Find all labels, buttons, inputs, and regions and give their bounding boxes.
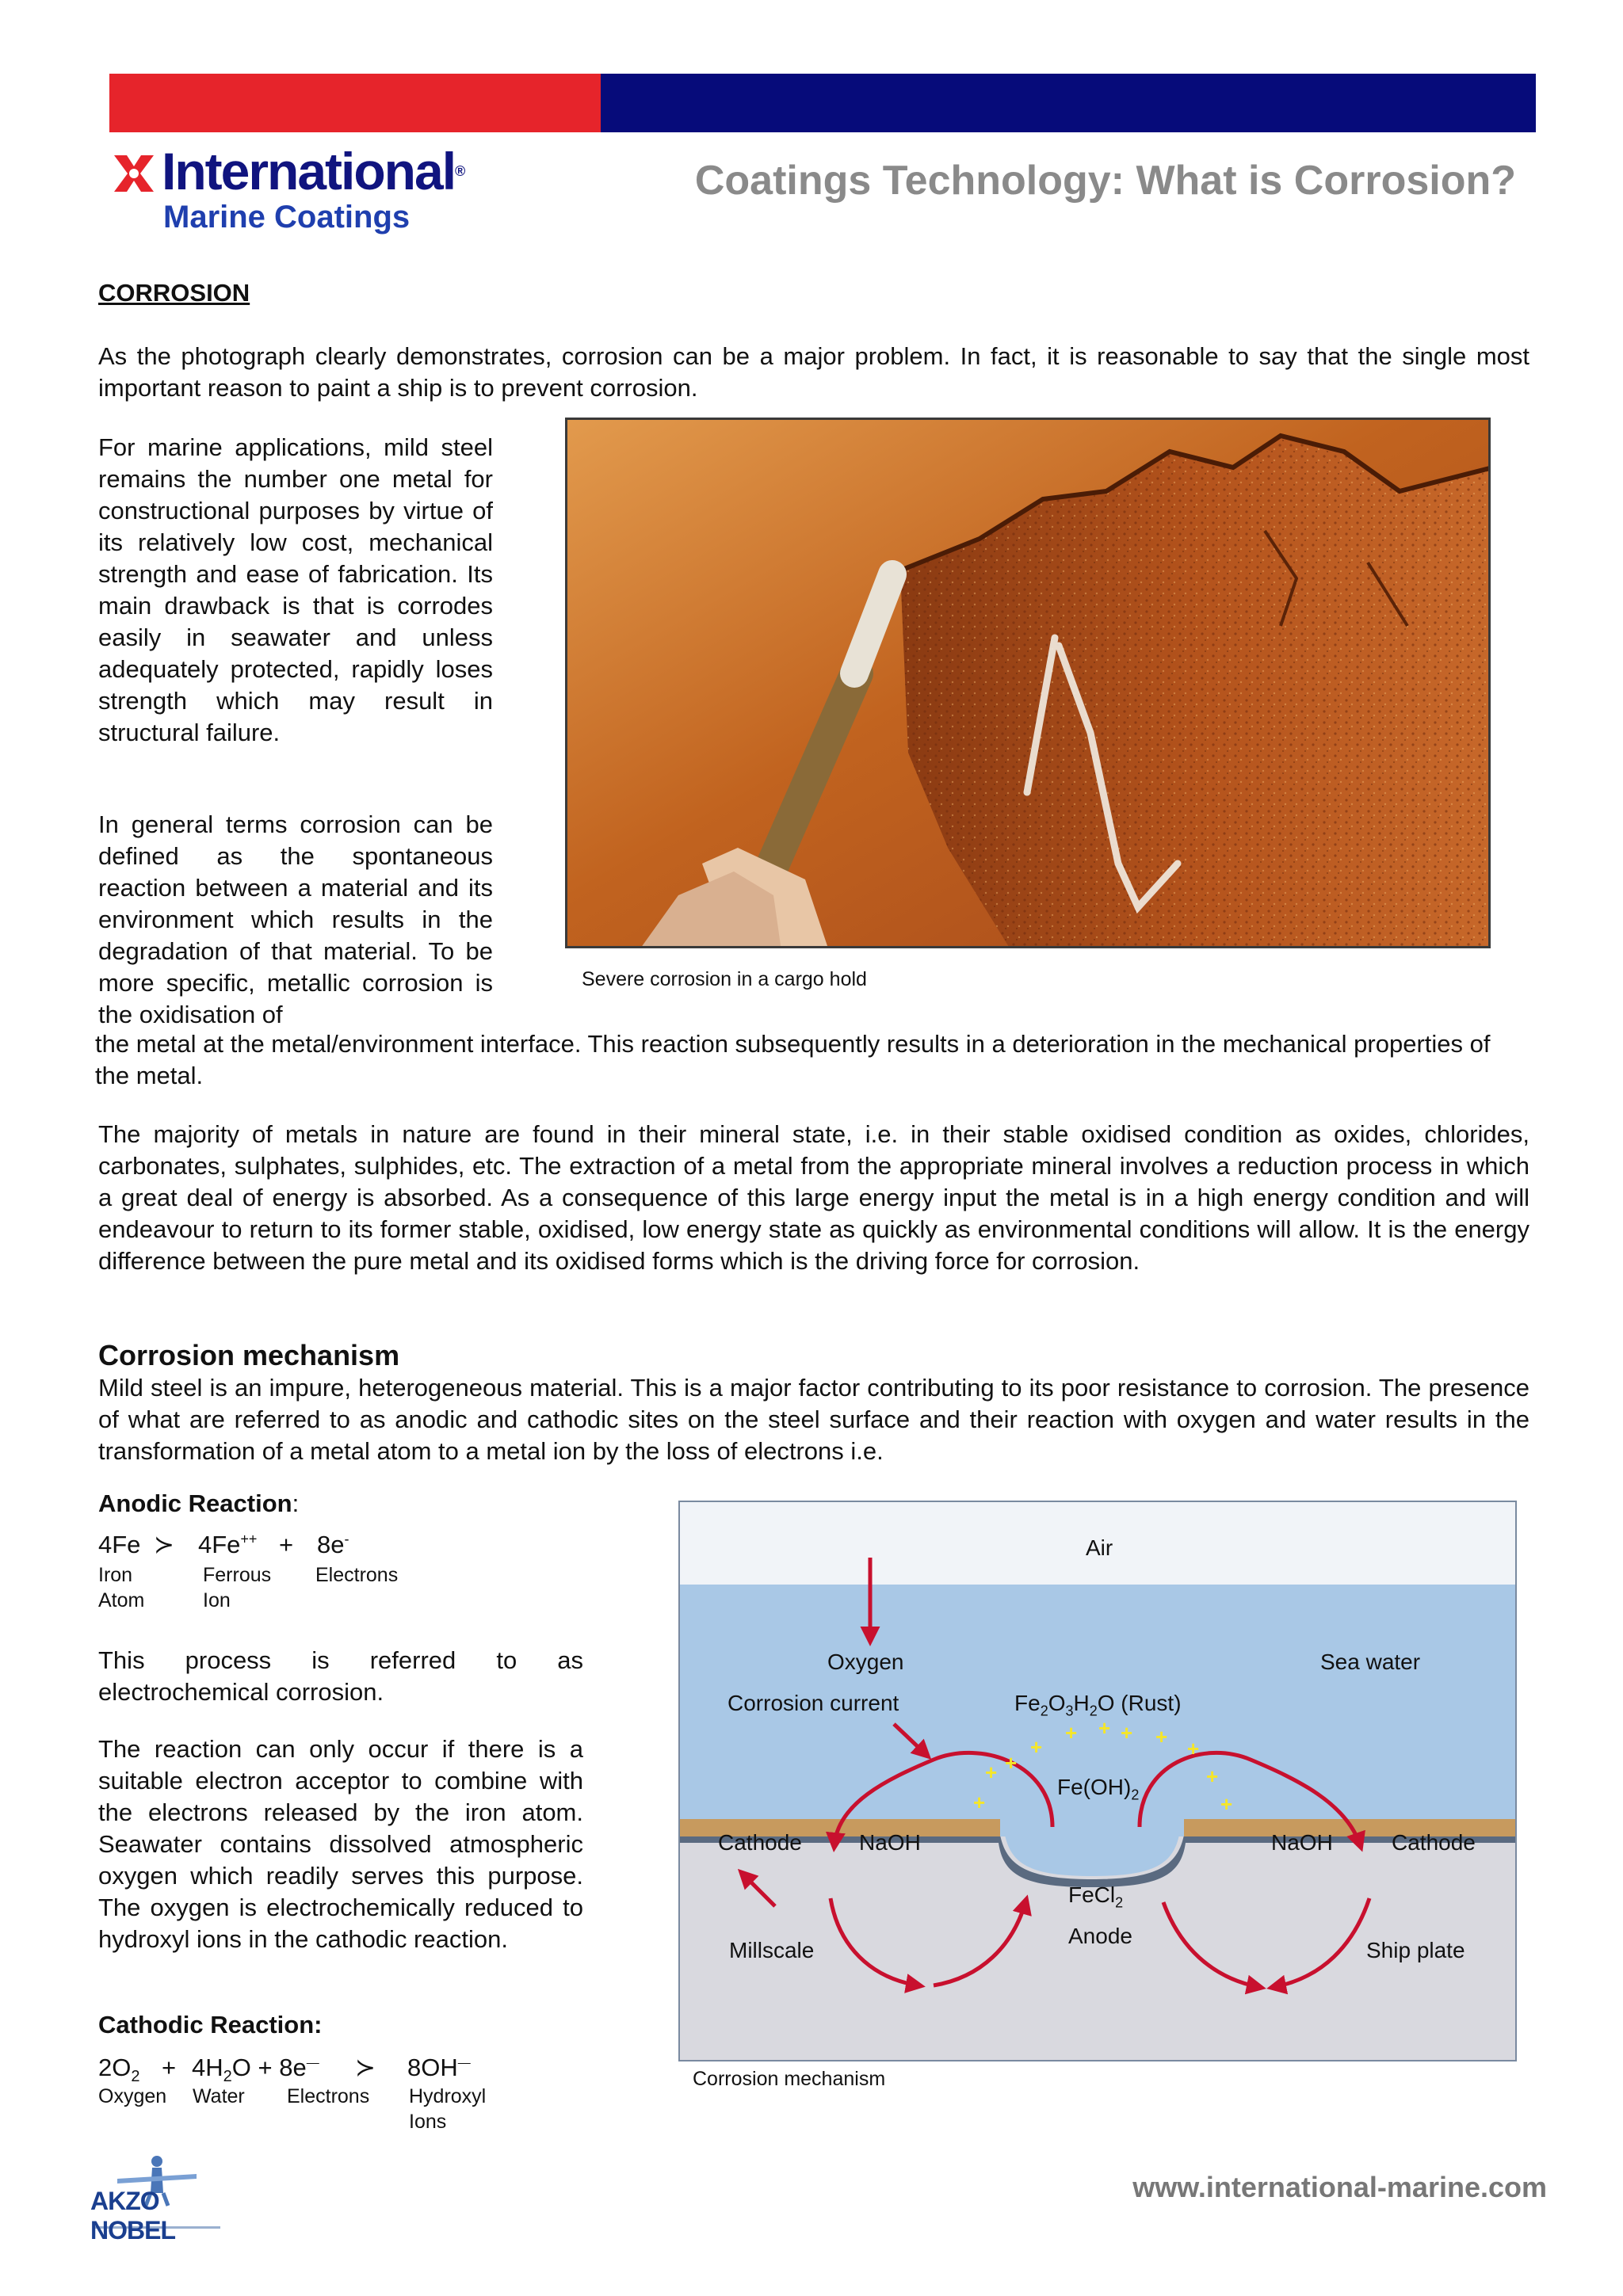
label-oxygen-diagram: Oxygen [827,1650,904,1674]
svg-text:+: + [1065,1721,1078,1745]
label-cathode-right: Cathode [1392,1830,1476,1855]
diagram-caption: Corrosion mechanism [693,2068,886,2090]
photo-caption: Severe corrosion in a cargo hold [582,968,867,990]
anodic-ferrous-charge: ++ [240,1531,258,1547]
cathodic-hydroxyl-text: 8OH [407,2054,458,2081]
label-electrons: Electrons [315,1564,399,1586]
label-ion: Ion [203,1589,231,1611]
cathodic-eq-arrow: ≻ [355,2054,376,2081]
anodic-eq-electrons [317,1531,349,1559]
anodic-label: Anodic Reaction [98,1489,292,1517]
label-ferrous: Ferrous [203,1564,272,1586]
label-oxygen: Oxygen [98,2085,167,2107]
electrochemical-paragraph: This process is referred to as electrochemical corrosion. [98,1646,583,1706]
label-ferrous-chloride [1068,1882,1123,1912]
svg-text:+: + [1121,1721,1133,1745]
rust-image [567,420,1491,948]
international-logo [109,143,490,238]
svg-text:+: + [1005,1751,1018,1775]
label-anode: Anode [1068,1924,1132,1948]
svg-text:+: + [1098,1716,1111,1740]
rust-o-sub: 3 [1065,1703,1074,1719]
label-naoh-left: NaOH [859,1830,921,1855]
header-color-bar [109,74,1536,132]
intro-paragraph: As the photograph clearly demonstrates, corrosion can be a major problem. In fact, it is reasonable to say that the single most important reason to paint a ship is to prevent corrosion. [98,342,1529,402]
corrosion-mechanism-diagram [678,1501,1517,2061]
cathodic-electron-charge: — [306,2056,319,2070]
anodic-colon: : [292,1489,300,1517]
anodic-eq-plus: + [279,1531,294,1558]
registered-mark: ® [455,163,464,179]
header-blue-band [601,74,1536,132]
anodic-eq-ferrous [198,1531,257,1559]
rust-o: O [1048,1691,1066,1715]
corrosion-photo [565,418,1491,948]
cathodic-oxygen-sub: 2 [131,2068,140,2086]
anodic-eq-lhs: 4Fe [98,1531,141,1558]
label-electrons-2: Electrons [287,2085,370,2107]
label-corrosion-current: Corrosion current [727,1691,899,1715]
cathodic-eq-oxygen [98,2054,139,2086]
label-cathode-left: Cathode [718,1830,802,1855]
svg-text:+: + [985,1760,998,1784]
mild-steel-paragraph: For marine applications, mild steel remains the number one metal for constructional purposes by virtue of its relatively low cost, mechanical strength and ease of fabrication. Its main drawback is that is corrodes easily in seawater and unless adequately protected, rapidly loses strength which may result in structural failure. [98,433,493,746]
cathodic-oxygen-text: 2O [98,2054,132,2081]
feoh-sub: 2 [1131,1787,1140,1803]
svg-text:+: + [1220,1792,1233,1816]
label-iron-hydroxide [1057,1775,1139,1804]
logo-brand: International [162,142,456,200]
page-title: Coatings Technology: What is Corrosion? [694,158,1516,204]
cathodic-hydroxyl-charge: — [457,2056,471,2070]
cathodic-reaction-heading: Cathodic Reaction: [98,2011,323,2039]
label-water: Water [193,2085,245,2107]
rust-fe: Fe [1014,1691,1041,1715]
label-ions: Ions [409,2111,447,2133]
label-naoh-right: NaOH [1271,1830,1333,1855]
definition-paragraph: In general terms corrosion can be defined as the spontaneous reaction between a material and its environment which results in the degradation of that material. To be more specific, metallic corrosion is the oxidisation of [98,810,493,1028]
label-millscale: Millscale [729,1938,815,1962]
mechanism-intro: Mild steel is an impure, heterogeneous material. This is a major factor contributing to its poor resistance to corrosion. The presence of what are referred to as anodic and cathodic sites on the steel surface and their reaction with oxygen and water results in the transformation of a metal atom to a metal ion by the loss of electrons i.e. [98,1374,1529,1465]
logo-subtitle: Marine Coatings [163,200,411,235]
akzo-nobel-wordmark: AKZO NOBEL [90,2187,175,2245]
rust-h: H [1073,1691,1090,1715]
rust-h-sub: 2 [1089,1703,1098,1719]
section-heading-corrosion: CORROSION [98,279,250,307]
label-sea-water: Sea water [1320,1650,1421,1674]
anodic-eq-arrow: ≻ [154,1531,174,1558]
svg-text:+: + [1206,1764,1219,1788]
website-url[interactable]: www.international-marine.com [1132,2171,1547,2203]
label-rust [1014,1691,1182,1720]
header-red-band [109,74,601,132]
rust-fe-sub: 2 [1040,1703,1048,1719]
cathodic-eq-hydroxyl [407,2054,471,2082]
svg-text:+: + [973,1791,986,1814]
cathodic-eq-plus: + [162,2054,177,2081]
svg-text:+: + [1030,1735,1043,1759]
international-x-icon [109,149,158,198]
anodic-ferrous-text: 4Fe [198,1531,241,1558]
label-iron: Iron [98,1564,133,1586]
label-ship-plate: Ship plate [1366,1938,1465,1962]
label-atom: Atom [98,1589,145,1611]
svg-text:+: + [1187,1737,1200,1760]
anodic-electrons-charge: - [344,1531,349,1547]
energy-paragraph: The majority of metals in nature are found in their mineral state, i.e. in their stable oxidised condition as oxides, chlorides, carbonates, sulphates, sulphides, etc. The extraction of a metal from the appropriate mineral involves a reduction process in which a great deal of energy is absorbed. As a consequence of this large energy input the metal is in a high energy condition and will endeavour to return to its former stable, oxidised, low energy state as quickly as environmental conditions will allow. It is the energy difference between the pure metal and its oxidised forms which is the driving force for corrosion. [98,1120,1529,1275]
section-heading-mechanism: Corrosion mechanism [98,1339,400,1371]
cathodic-water-text: 4H [192,2054,223,2081]
cathodic-eq-water [192,2054,319,2086]
rust-rest: O (Rust) [1097,1691,1182,1715]
fecl-text: FeCl [1068,1882,1116,1907]
feoh-text: Fe(OH) [1057,1775,1132,1799]
anodic-electrons-text: 8e [317,1531,345,1558]
electron-acceptor-paragraph: The reaction can only occur if there is a suitable electron acceptor to combine with the electrons released by the iron atom. Seawater contains dissolved atmospheric oxygen which readily serves this purpose. The oxygen is electrochemically reduced to hydroxyl ions in the cathodic reaction. [98,1735,583,1953]
label-air: Air [1086,1535,1113,1560]
cathodic-water-sub: 2 [223,2068,232,2086]
svg-text:+: + [1155,1725,1168,1749]
logo-brand-text [162,139,464,203]
anodic-reaction-heading [98,1488,299,1520]
continued-paragraph: the metal at the metal/environment interface. This reaction subsequently results in a deterioration in the mechanical properties of the metal. [95,1030,1491,1089]
label-hydroxyl: Hydroxyl [409,2085,487,2107]
fecl-sub: 2 [1115,1894,1124,1911]
cathodic-water-rest: O + 8e [231,2054,307,2081]
akzo-nobel-logo [86,2147,228,2245]
